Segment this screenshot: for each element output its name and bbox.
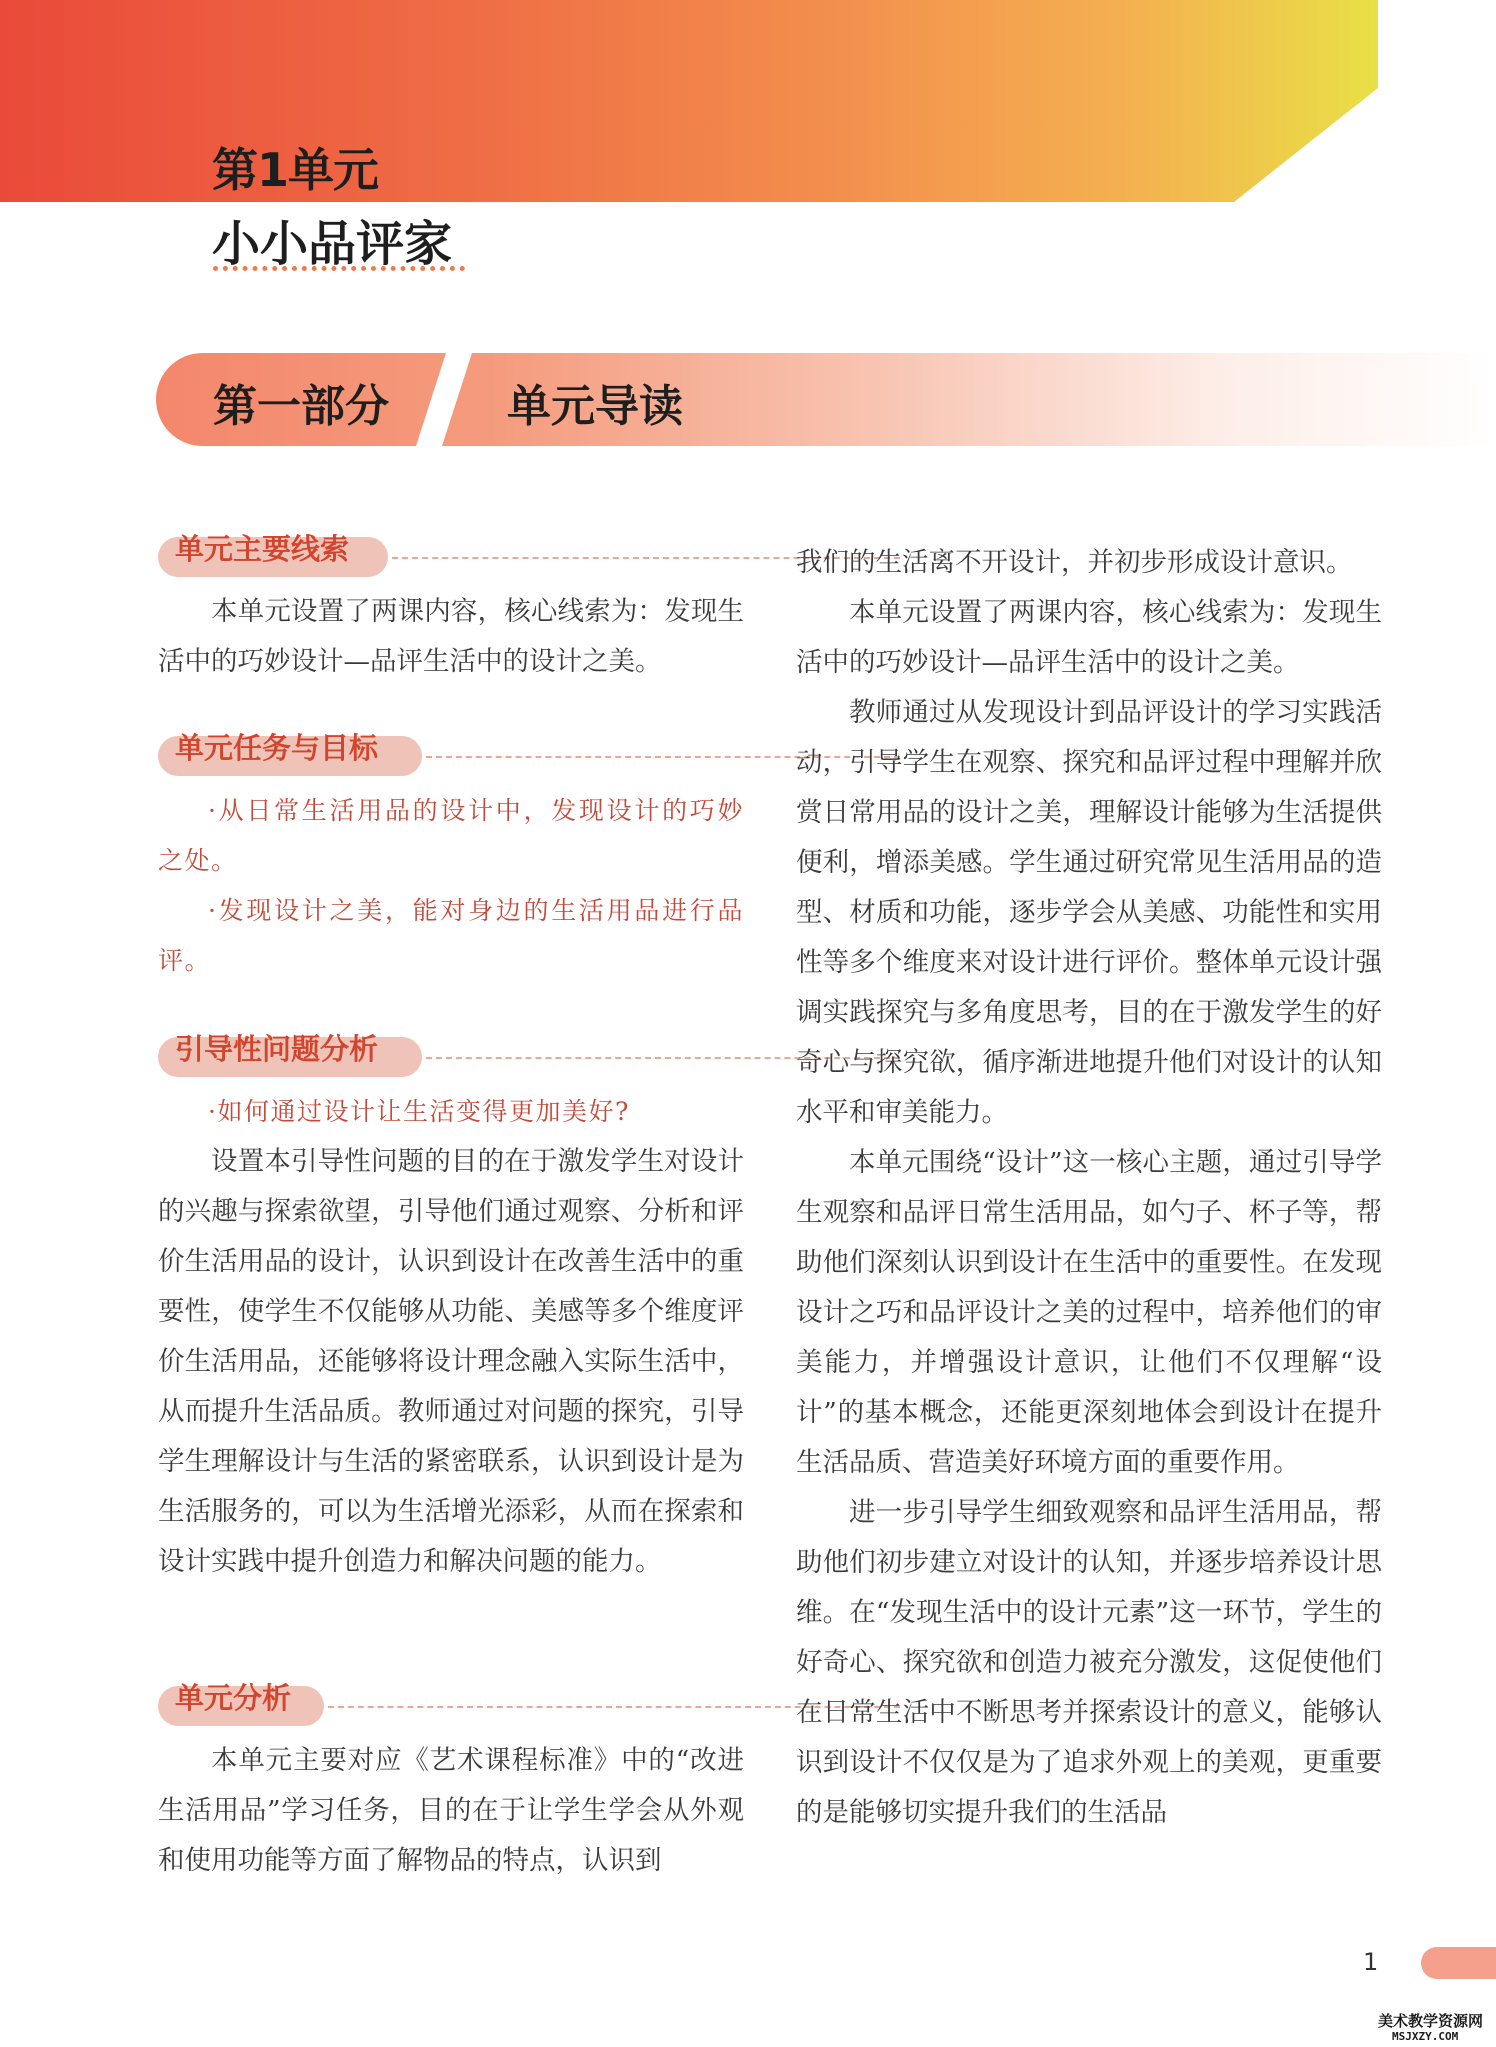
page-number: 1 [1363,1948,1379,1976]
section-heading-text: 单元主要线索 [175,532,350,566]
unit-number: 第1单元 [212,143,379,197]
paragraph: 本单元围绕“设计”这一核心主题，通过引导学生观察和品评日常生活用品，如勺子、杯子等，帮助他们深刻认识到设计在生活中的重要性。在发现设计之巧和品评设计之美的过程中，培养他们的审美能力，并增强设计意识，让他们不仅理解“设计”的基本概念，还能更深刻地体会到设计在提升生活品质、营造美好环境方面的重要作用。 [796,1147,1382,1478]
watermark-site-url: MSJXZY.COM [1392,2030,1459,2043]
title-underline-dots [213,266,465,271]
bullet-item: ·从日常生活用品的设计中，发现设计的巧妙之处。 [158,796,744,875]
unit-analysis-body [158,1736,744,1886]
guiding-question-body [158,1087,744,1587]
header-banner [0,0,1378,202]
part-title: 单元导读 [507,381,683,432]
paragraph: 进一步引导学生细致观察和品评生活用品，帮助他们初步建立对设计的认知，并逐步培养设计思维。在“发现生活中的设计元素”这一环节，学生的好奇心、探究欲和创造力被充分激发，这促使他们在日常生活中不断思考并探索设计的意义，能够认识到设计不仅仅是为了追求外观上的美观，更重要的是能够切实提升我们的生活品 [796,1497,1382,1828]
watermark-site-name: 美术教学资源网 [1378,2012,1484,2030]
right-column-body [796,538,1382,1838]
page-tab-decoration [1421,1947,1496,1979]
paragraph: 本单元设置了两课内容，核心线索为：发现生活中的巧妙设计—品评生活中的设计之美。 [158,596,744,677]
paragraph: 教师通过从发现设计到品评设计的学习实践活动，引导学生在观察、探究和品评过程中理解并欣赏日常用品的设计之美，理解设计能够为生活提供便利，增添美感。学生通过研究常见生活用品的造型、材质和功能，逐步学会从美感、功能性和实用性等多个维度来对设计进行评价。整体单元设计强调实践探究与多角度思考，目的在于激发学生的好奇心与探究欲，循序渐进地提升他们对设计的认知水平和审美能力。 [796,697,1382,1128]
part-label: 第一部分 [213,381,389,432]
section-heading-text: 引导性问题分析 [175,1032,379,1066]
tasks-goals-body [158,786,744,986]
paragraph-continuation: 我们的生活离不开设计，并初步形成设计意识。 [796,547,1353,578]
bullet-item: ·发现设计之美，能对身边的生活用品进行品评。 [158,896,744,975]
paragraph: 设置本引导性问题的目的在于激发学生对设计的兴趣与探索欲望，引导他们通过观察、分析和评价生活用品的设计，认识到设计在改善生活中的重要性，使学生不仅能够从功能、美感等多个维度评价生活用品，还能够将设计理念融入实际生活中，从而提升生活品质。教师通过对问题的探究，引导学生理解设计与生活的紧密联系，认识到设计是为生活服务的，可以为生活增光添彩，从而在探索和设计实践中提升创造力和解决问题的能力。 [158,1146,744,1577]
paragraph: 本单元主要对应《艺术课程标准》中的“改进生活用品”学习任务，目的在于让学生学会从外观和使用功能等方面了解物品的特点，认识到 [158,1745,744,1876]
bullet-item: ·如何通过设计让生活变得更加美好? [208,1097,630,1126]
section-heading-text: 单元分析 [175,1681,292,1715]
paragraph: 本单元设置了两课内容，核心线索为：发现生活中的巧妙设计—品评生活中的设计之美。 [796,597,1382,678]
main-clue-body [158,587,744,687]
unit-title: 小小品评家 [212,216,453,272]
section-heading-text: 单元任务与目标 [175,731,379,765]
